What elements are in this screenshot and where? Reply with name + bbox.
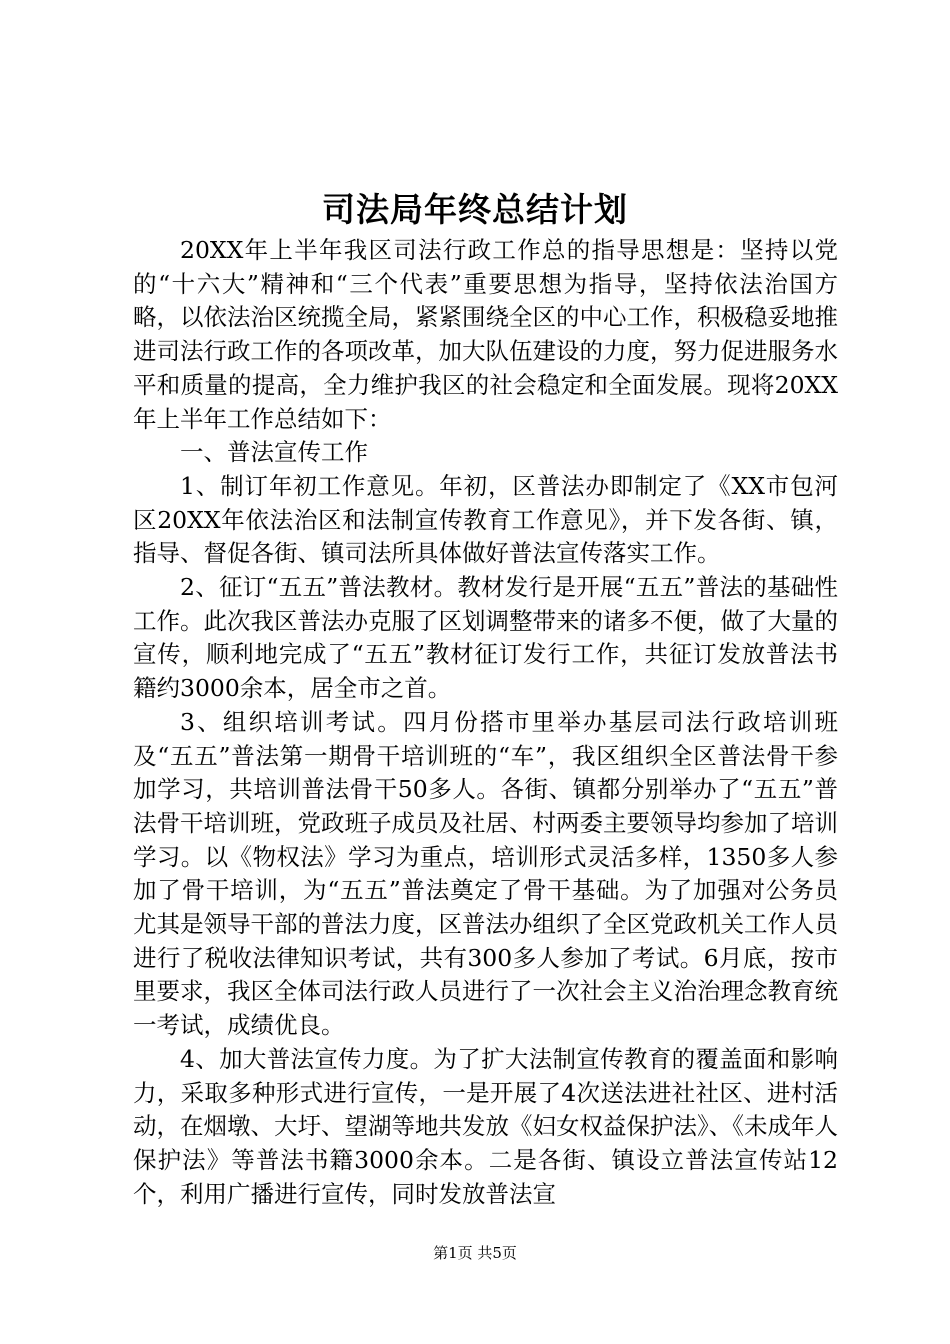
- paragraph-item-1: 1、制订年初工作意见。年初，区普法办即制定了《XX市包河区20XX年依法治区和法制宣传教育工作意见》，并下发各街、镇，指导、督促各街、镇司法所具体做好普法宣传落实工作。: [133, 471, 838, 568]
- paragraph-intro: 20XX年上半年我区司法行政工作总的指导思想是：坚持以党的“十六大”精神和“三个代表”重要思想为指导，坚持依法治国方略，以依法治区统揽全局，紧紧围绕全区的中心工作，积极稳妥地推进司法行政工作的各项改革，加大队伍建设的力度，努力促进服务水平和质量的提高，全力维护我区的社会稳定和全面发展。现将20XX年上半年工作总结如下：: [133, 236, 838, 433]
- paragraph-item-2: 2、征订“五五”普法教材。教材发行是开展“五五”普法的基础性工作。此次我区普法办克服了区划调整带来的诸多不便，做了大量的宣传，顺利地完成了“五五”教材征订发行工作，共征订发放普法书籍约3000余本，居全市之首。: [133, 573, 838, 703]
- section-heading-1: 一、普法宣传工作: [180, 438, 368, 467]
- paragraph-item-3: 3、组织培训考试。四月份搭市里举办基层司法行政培训班及“五五”普法第一期骨干培训班的“车”，我区组织全区普法骨干参加学习，共培训普法骨干50多人。各街、镇都分别举办了“五五”普法骨干培训班，党政班子成员及社居、村两委主要领导均参加了培训学习。以《物权法》学习为重点，培训形式灵活多样，1350多人参加了骨干培训，为“五五”普法奠定了骨干基础。为了加强对公务员尤其是领导干部的普法力度，区普法办组织了全区党政机关工作人员进行了税收法律知识考试，共有300多人参加了考试。6月底，按市里要求，我区全体司法行政人员进行了一次社会主义治治理念教育统一考试，成绩优良。: [133, 707, 838, 1040]
- document-body: [133, 234, 838, 1211]
- paragraph-item-4: 4、加大普法宣传力度。为了扩大法制宣传教育的覆盖面和影响力，采取多种形式进行宣传，一是开展了4次送法进社社区、进村活动，在烟墩、大圩、望湖等地共发放《妇女权益保护法》、《未成年人保护法》等普法书籍3000余本。二是各街、镇设立普法宣传站12个，利用广播进行宣传，同时发放普法宣: [133, 1044, 838, 1208]
- page-number-footer: 第1页 共5页: [433, 1244, 517, 1262]
- document-title: 司法局年终总结计划: [322, 190, 628, 229]
